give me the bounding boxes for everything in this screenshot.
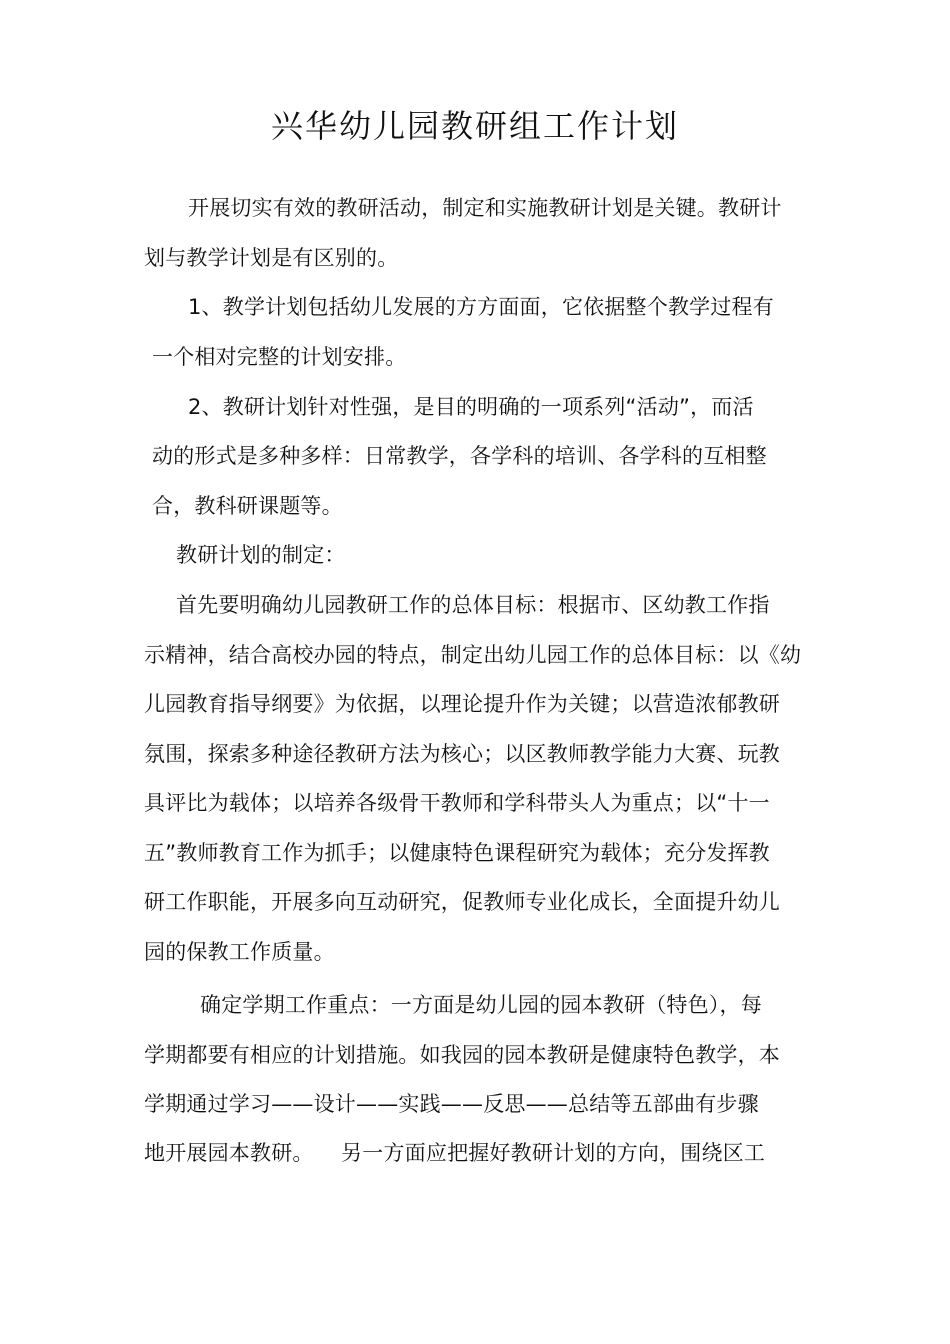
paragraph-line: 一个相对完整的计划安排。 [152,345,407,369]
paragraph-line: 确定学期工作重点：一方面是幼儿园的园本教研（特色），每 [200,993,762,1017]
paragraph-line: 动的形式是多种多样：日常教学，各学科的培训、各学科的互相整 [152,444,767,468]
paragraph-line: 示精神，结合高校办园的特点，制定出幼儿园工作的总体目标：以《幼 [144,643,802,667]
paragraph-line: 儿园教育指导纲要》为依据，以理论提升作为关键；以营造浓郁教研 [144,692,780,716]
paragraph-line: 具评比为载体；以培养各级骨干教师和学科带头人为重点；以“十一 [144,791,770,815]
paragraph-line: 研工作职能，开展多向互动研究，促教师专业化成长，全面提升幼儿 [144,890,780,914]
paragraph-line: 学期都要有相应的计划措施。如我园的园本教研是健康特色教学，本 [144,1043,780,1067]
paragraph-line: 1、教学计划包括幼儿发展的方方面面，它依据整个教学过程有 [188,295,774,319]
paragraph-line: 园的保教工作质量。 [144,940,335,964]
document-title: 兴华幼儿园教研组工作计划 [270,107,679,145]
paragraph-line: 学期通过学习——设计——实践——反思——总结等五部曲有步骤 [144,1092,759,1116]
section-heading: 教研计划的制定： [176,543,346,567]
paragraph-line: 划与教学计划是有区别的。 [144,246,399,270]
paragraph-line: 地开展园本教研。 另一方面应把握好教研计划的方向，围绕区工 [144,1141,766,1165]
paragraph-line: 首先要明确幼儿园教研工作的总体目标：根据市、区幼教工作指 [176,593,770,617]
paragraph-line: 2、教研计划针对性强，是目的明确的一项系列“活动”，而活 [188,395,754,419]
paragraph-line: 五”教师教育工作为抓手；以健康特色课程研究为载体；充分发挥教 [144,841,770,865]
paragraph-line: 氛围，探索多种途径教研方法为核心；以区教师教学能力大赛、玩教 [144,742,780,766]
paragraph-line: 合，教科研课题等。 [152,494,343,518]
paragraph-line: 开展切实有效的教研活动，制定和实施教研计划是关键。教研计 [188,196,782,220]
